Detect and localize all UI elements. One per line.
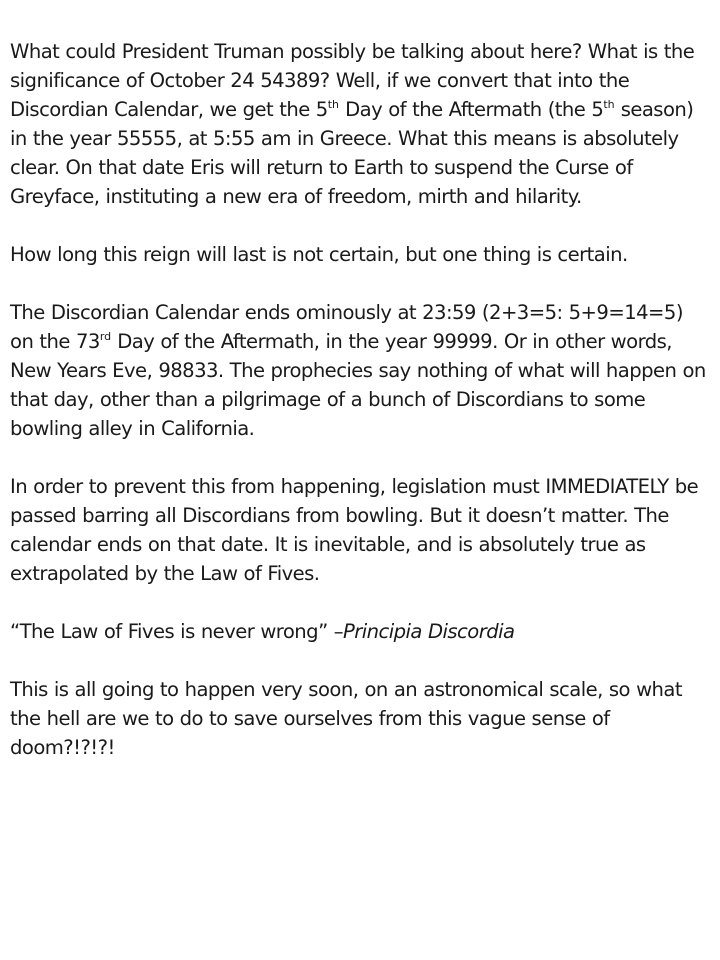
paragraph-truman-date: [10, 37, 712, 211]
paragraph-quote: [10, 617, 712, 646]
document-body: [10, 37, 712, 791]
paragraph-text: The Discordian Calendar ends ominously at 23:59 (2+3=5: 5+9=14=5) on the 73: [10, 301, 683, 353]
paragraph-calendar-end: [10, 298, 712, 443]
paragraph-reign: How long this reign will last is not certain, but one thing is certain.: [10, 243, 628, 266]
paragraph-text: Day of the Aftermath (the 5: [339, 98, 604, 121]
paragraph-text: Day of the Aftermath, in the year 99999. Or in other words, New Years Eve, 98833. The prophecies say nothing of what will happen on that day, other than a pilgrimage of a bunch of Discordians to some bowling alley in California.: [10, 330, 706, 440]
quote-source: Principia Discordia: [343, 620, 515, 643]
paragraph-text: What could President Truman possibly be talking about here? What is the significance of October 24 54389? Well, if we convert that into the Discordian Calendar, we get the 5: [10, 40, 695, 121]
paragraph-text: season) in the year 55555, at 5:55 am in Greece. What this means is absolutely clear. On that date Eris will return to Earth to suspend the Curse of Greyface, instituting a new era of freedom, mirth and hilarity.: [10, 98, 694, 208]
ordinal-suffix: rd: [99, 330, 112, 343]
ordinal-suffix: th: [603, 98, 615, 111]
paragraph-legislation: In order to prevent this from happening, legislation must IMMEDIATELY be passed barring all Discordians from bowling. But it doesn’t matter. The calendar ends on that date. It is inevitable, and is absolutely true as extrapolated by the Law of Fives.: [10, 475, 699, 585]
paragraph-closing: This is all going to happen very soon, on an astronomical scale, so what the hell are we to do to save ourselves from this vague sense of doom?!?!?!: [10, 678, 682, 759]
ordinal-suffix: th: [327, 98, 340, 111]
quote-text: “The Law of Fives is never wrong” –: [10, 620, 343, 643]
